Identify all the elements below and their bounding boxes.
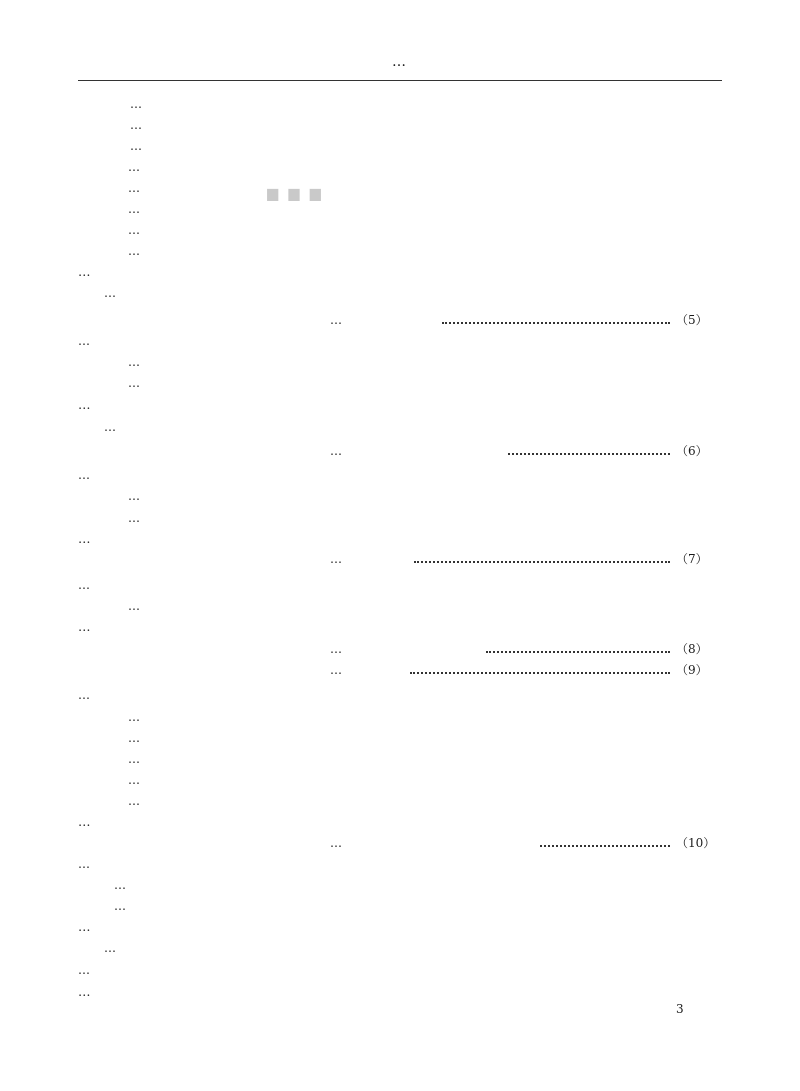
equation-formula: …	[330, 663, 342, 677]
text-line: …	[128, 710, 140, 724]
text-line: …	[78, 963, 90, 977]
equation-number: （8）	[676, 642, 708, 656]
text-line: …	[130, 97, 142, 111]
section-heading: …	[78, 814, 91, 829]
text-line: …	[128, 489, 140, 503]
text-line: …	[78, 334, 90, 348]
equation-number: （7）	[676, 552, 708, 566]
section-heading: …	[78, 984, 91, 999]
equation-formula: …	[330, 642, 342, 656]
text-line: …	[128, 202, 140, 216]
text-line: …	[78, 468, 90, 482]
equation-formula: …	[330, 552, 342, 566]
text-line: …	[114, 878, 126, 892]
text-line: …	[128, 223, 140, 237]
text-line: …	[130, 118, 142, 132]
page-number: 3	[676, 1002, 684, 1016]
equation-formula: …	[330, 444, 342, 458]
text-line: …	[78, 688, 90, 702]
equation-number: （10）	[676, 836, 716, 850]
text-line: …	[114, 899, 126, 913]
text-line: …	[104, 420, 116, 434]
equation-formula: …	[330, 836, 342, 850]
text-line: …	[128, 599, 140, 613]
text-line: …	[128, 244, 140, 258]
section-heading: …	[78, 919, 91, 934]
text-line: …	[78, 857, 90, 871]
text-line: …	[128, 511, 140, 525]
watermark: …	[262, 143, 327, 217]
text-line: …	[128, 355, 140, 369]
standard-header: …	[392, 54, 408, 70]
equation-number: （6）	[676, 444, 708, 458]
text-line: …	[128, 794, 140, 808]
dotted-leader	[414, 561, 670, 563]
dotted-leader	[540, 845, 670, 847]
dotted-leader	[508, 453, 670, 455]
dotted-leader	[410, 672, 670, 674]
text-line: …	[104, 941, 116, 955]
section-heading: …	[78, 619, 91, 634]
section-heading: …	[78, 264, 91, 279]
equation-number: （5）	[676, 313, 708, 327]
section-heading: …	[78, 531, 91, 546]
header-rule	[78, 80, 722, 81]
section-heading: …	[78, 397, 91, 412]
equation-formula: …	[330, 313, 342, 327]
text-line: …	[128, 731, 140, 745]
equation-number: （9）	[676, 663, 708, 677]
text-line: …	[128, 752, 140, 766]
text-line: …	[128, 160, 140, 174]
dotted-leader	[442, 322, 670, 324]
text-line: …	[128, 376, 140, 390]
text-line: …	[78, 578, 90, 592]
text-line: …	[128, 773, 140, 787]
text-line: …	[104, 286, 116, 300]
dotted-leader	[486, 651, 670, 653]
text-line: …	[130, 139, 142, 153]
text-line: …	[128, 181, 140, 195]
